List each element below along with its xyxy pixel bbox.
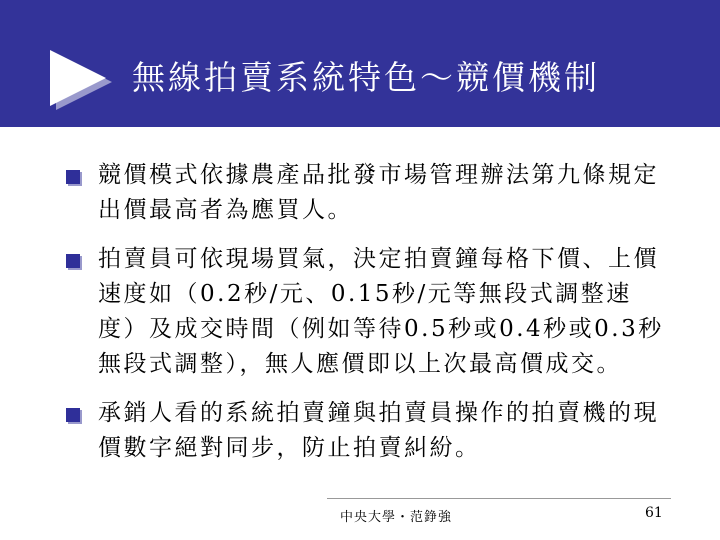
footer-credit: 中央大學・范錚強 [340,510,453,525]
bullet-item [60,242,670,382]
footer-divider [327,498,671,499]
square-bullet-icon [66,408,80,422]
bullet-text: 承銷人看的系統拍賣鐘與拍賣員操作的拍賣機的現價數字絕對同步，防止拍賣糾紛。 [98,400,659,461]
bullet-list [60,158,670,480]
bullet-item [60,396,670,466]
slide-title: 無線拍賣系統特色～競價機制 [132,58,600,97]
bullet-text: 競價模式依據農產品批發市場管理辦法第九條規定出價最高者為應買人。 [98,162,659,223]
square-bullet-icon [66,254,80,268]
bullet-item [60,158,670,228]
square-bullet-icon [66,170,80,184]
bullet-text: 拍賣員可依現場買氣，決定拍賣鐘每格下價、上價速度如（0.2秒/元、0.15秒/元等無段式調整速度）及成交時間（例如等待0.5秒或0.4秒或0.3秒無段式調整），無人應價即以上次最高價成交。 [98,246,664,377]
page-number: 61 [645,505,663,521]
arrow-right-icon [46,48,116,112]
title-bar [0,0,720,127]
